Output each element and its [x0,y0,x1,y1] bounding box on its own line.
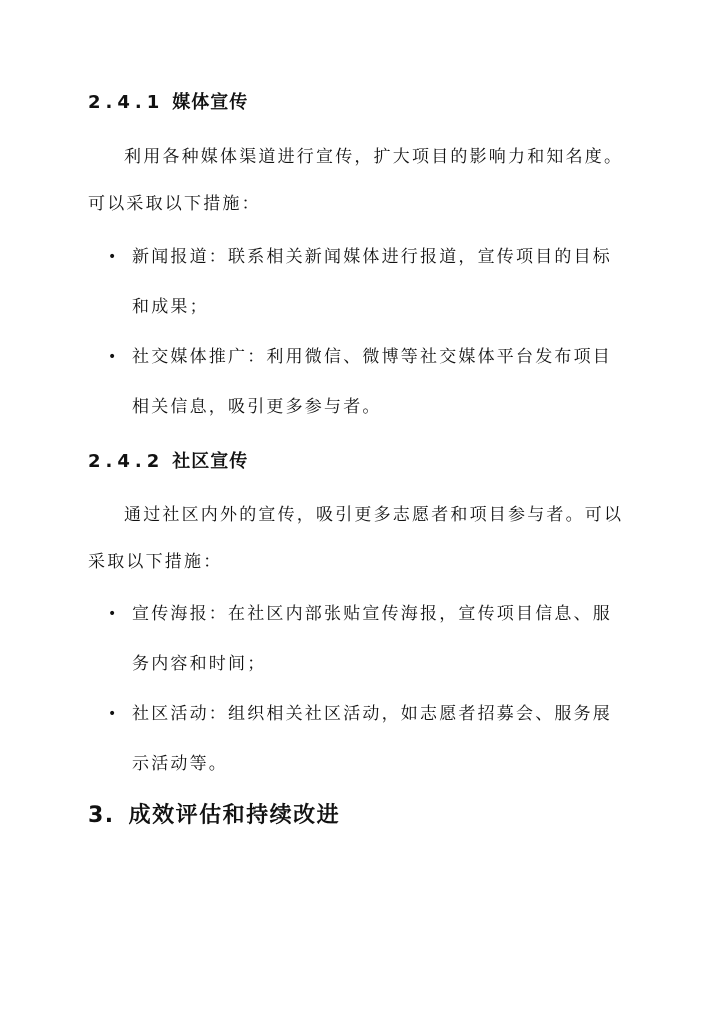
list-item-news-report [108,232,628,332]
paragraph-media-intro: 利用各种媒体渠道进行宣传，扩大项目的影响力和知名度。可以采取以下措施： [88,147,624,214]
section-number: 3. [88,803,115,828]
heading-number: 2.4.2 [88,451,165,472]
section-title: 成效评估和持续改进 [128,803,341,828]
bullet-icon: • [108,349,119,365]
heading-community-publicity [88,447,248,473]
paragraph-community-intro: 通过社区内外的宣传，吸引更多志愿者和项目参与者。可以采取以下措施： [88,505,624,572]
bullet-icon: • [108,706,119,722]
list-item-text: 社区活动：组织相关社区活动，如志愿者招募会、服务展示活动等。 [132,704,612,774]
heading-title: 媒体宣传 [172,92,249,113]
heading-number: 2.4.1 [88,92,165,113]
heading-media-publicity [88,88,248,114]
heading-evaluation-improvement [88,798,340,829]
list-item-community-activity [108,689,628,789]
bullet-icon: • [108,606,119,622]
heading-title: 社区宣传 [172,451,249,472]
list-item-text: 宣传海报：在社区内部张贴宣传海报，宣传项目信息、服务内容和时间； [132,604,612,674]
list-item-poster [108,589,628,689]
list-item-text: 社交媒体推广：利用微信、微博等社交媒体平台发布项目相关信息，吸引更多参与者。 [132,347,612,417]
bullet-icon: • [108,249,119,265]
list-item-text: 新闻报道：联系相关新闻媒体进行报道，宣传项目的目标和成果； [132,247,612,317]
list-item-social-media [108,332,628,432]
